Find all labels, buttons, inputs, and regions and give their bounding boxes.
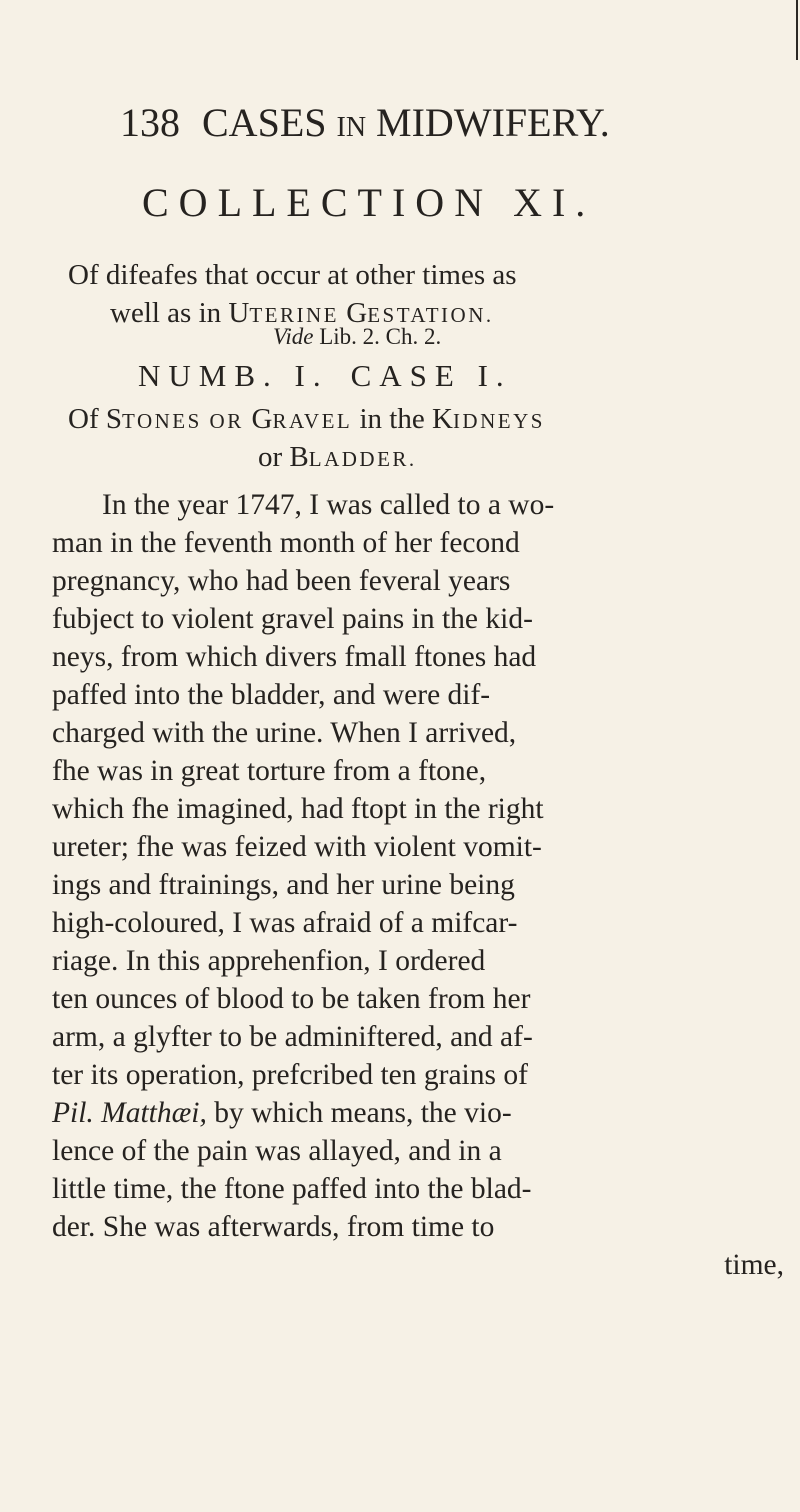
body-line-16: ter its operation, prefcribed ten grains of — [52, 1059, 528, 1091]
case-title-line-2 — [258, 438, 417, 478]
body-line-11: ings and ftrainings, and her urine being — [52, 869, 515, 901]
section-numb: NUMB. I. — [138, 358, 329, 393]
gestation-initial: G — [346, 297, 368, 329]
case-title-of: Of — [68, 403, 106, 435]
uterine-initial: U — [228, 297, 250, 329]
case-title-line-1 — [68, 400, 545, 440]
body-line-10: ureter; fhe was feized with violent vomit- — [52, 831, 542, 863]
gravel-rest: RAVEL — [272, 409, 353, 433]
body-line-20: der. She was afterwards, from time to — [52, 1211, 495, 1243]
reference-text: Lib. 2. Ch. 2. — [313, 324, 442, 349]
gestation-rest: ESTATION. — [367, 303, 494, 327]
stones-initial: S — [105, 403, 122, 435]
body-line-7: charged with the urine. When I arrived, — [52, 717, 517, 749]
bladder-rest: LADDER. — [308, 447, 417, 471]
body-line-4: fubject to violent gravel pains in the kid- — [52, 603, 533, 635]
body-line-3: pregnancy, who had been feveral years — [52, 565, 511, 597]
section-case: CASE I. — [350, 358, 512, 393]
body-line-13: riage. In this apprehenfion, I ordered — [52, 945, 486, 977]
body-line-15: arm, a glyfter to be adminiftered, and af- — [52, 1021, 533, 1053]
header-title-in: IN — [336, 112, 367, 143]
body-line-21: time, — [724, 1249, 784, 1281]
subtitle-line-1: Of difeafes that occur at other times as — [68, 259, 517, 291]
uterine-rest: TERINE — [249, 303, 340, 327]
body-line-17 — [52, 1094, 512, 1132]
body-line-19: little time, the ftone paffed into the blad- — [52, 1173, 532, 1205]
subtitle-prefix: well as in — [110, 297, 229, 329]
collection-heading: COLLECTION XI. — [142, 180, 596, 225]
gravel-initial: G — [251, 403, 273, 435]
body-line-5: neys, from which divers fmall ftones had — [52, 641, 537, 673]
body-line-9: which fhe imagined, had ftopt in the right — [52, 793, 544, 825]
header-title-cases: CASES — [202, 100, 327, 145]
body-line-12: high-coloured, I was afraid of a mifcar- — [52, 907, 518, 939]
section-heading — [138, 356, 512, 396]
page-number: 138 — [120, 100, 180, 145]
pil-matthaei: Pil. Matthæi, — [52, 1097, 207, 1129]
body-line-6: paffed into the bladder, and were dif- — [52, 679, 491, 711]
case-title-in-the: in the — [352, 403, 432, 435]
page-edge-line — [796, 0, 798, 60]
header-title-midwifery: MIDWIFERY. — [376, 100, 610, 145]
reference-line — [273, 322, 441, 352]
body-line-17-rest: by which means, the vio- — [206, 1097, 512, 1129]
kidneys-initial: K — [431, 403, 453, 435]
kidneys-rest: IDNEYS — [452, 409, 545, 433]
reference-vide: Vide — [273, 324, 314, 349]
running-header — [120, 98, 610, 153]
case-title-or-2: or — [258, 441, 290, 473]
body-line-8: fhe was in great torture from a ftone, — [52, 755, 487, 787]
case-title-or: OR — [201, 409, 252, 433]
body-line-1: In the year 1747, I was called to a wo- — [102, 489, 555, 521]
body-line-2: man in the feventh month of her fecond — [52, 527, 520, 559]
bladder-initial: B — [289, 441, 309, 473]
stones-rest: TONES — [122, 409, 202, 433]
body-line-18: lence of the pain was allayed, and in a — [52, 1135, 502, 1167]
body-line-14: ten ounces of blood to be taken from her — [52, 983, 531, 1015]
